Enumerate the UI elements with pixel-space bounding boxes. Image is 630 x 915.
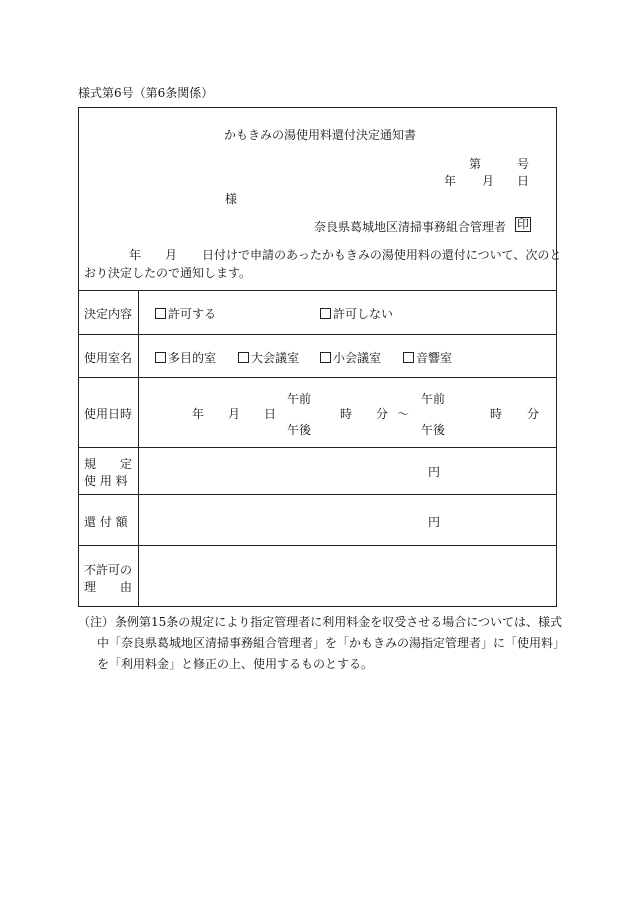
date-month-label: 月 (482, 174, 495, 188)
decision-label: 決定内容 (84, 307, 133, 321)
number-label-go: 号 (517, 157, 530, 171)
datetime-hour-end: 時 (490, 407, 503, 421)
date-day-label: 日 (517, 174, 530, 188)
datetime-am-end: 午前 (421, 392, 446, 406)
checkbox-box[interactable] (403, 352, 414, 363)
fee-unit: 円 (428, 465, 441, 479)
body-year: 年 (129, 248, 142, 262)
addressee-suffix: 様 (225, 192, 238, 206)
note-prefix: （注） (78, 615, 115, 629)
checkbox-box[interactable] (155, 352, 166, 363)
body-line2: おり決定したので通知します。 (84, 266, 252, 280)
checkbox-deny[interactable] (320, 305, 393, 322)
checkbox-box[interactable] (320, 352, 331, 363)
seal-mark-text: 印 (517, 217, 530, 231)
checkbox-small-meeting-room[interactable] (320, 349, 381, 366)
checkbox-multipurpose-room[interactable] (155, 349, 216, 366)
fee-label-line2: 使 用 料 (84, 474, 128, 488)
checkbox-sound-room[interactable] (403, 349, 452, 366)
checkbox-approve[interactable] (155, 305, 216, 322)
row-divider (78, 545, 557, 546)
checkbox-box[interactable] (238, 352, 249, 363)
checkbox-large-meeting-room[interactable] (238, 349, 299, 366)
issuer-name: 奈良県葛城地区清掃事務組合管理者 (314, 220, 507, 234)
datetime-label: 使用日時 (84, 407, 133, 421)
seal-mark (515, 217, 531, 232)
date-year-label: 年 (444, 174, 457, 188)
approve-label: 許可する (168, 307, 217, 321)
number-label-dai: 第 (469, 157, 482, 171)
room-label: 使用室名 (84, 351, 133, 365)
reason-label-line2: 理 由 (84, 580, 133, 594)
datetime-year: 年 (192, 407, 205, 421)
datetime-am: 午前 (287, 392, 312, 406)
document-title: かもきみの湯使用料還付決定通知書 (224, 128, 417, 142)
row-divider (78, 377, 557, 378)
row-divider (78, 334, 557, 335)
large-meeting-room-label: 大会議室 (251, 351, 300, 365)
checkbox-box[interactable] (320, 308, 331, 319)
row-divider (78, 290, 557, 291)
multipurpose-room-label: 多目的室 (168, 351, 217, 365)
form-number: 様式第6号（第6条関係） (78, 86, 214, 100)
note-line3: を「利用料金」と修正の上、使用するものとする。 (97, 657, 374, 671)
note-line1: 条例第15条の規定により指定管理者に利用料金を収受させる場合については、様式 (115, 615, 563, 629)
row-divider (78, 494, 557, 495)
checkbox-box[interactable] (155, 308, 166, 319)
datetime-minute: 分 (376, 407, 389, 421)
fee-label-line1: 規 定 (84, 457, 133, 471)
note-line2: 中「奈良県葛城地区清掃事務組合管理者」を「かもきみの湯指定管理者」に「使用料」 (97, 636, 566, 650)
reason-label-line1: 不許可の (84, 563, 133, 577)
datetime-hour: 時 (340, 407, 353, 421)
refund-unit: 円 (428, 515, 441, 529)
sound-room-label: 音響室 (416, 351, 453, 365)
datetime-month: 月 (228, 407, 241, 421)
deny-label: 許可しない (333, 307, 394, 321)
row-divider (78, 447, 557, 448)
body-month: 月 (165, 248, 178, 262)
datetime-minute-end: 分 (527, 407, 540, 421)
small-meeting-room-label: 小会議室 (333, 351, 382, 365)
datetime-day: 日 (264, 407, 277, 421)
refund-label: 還 付 額 (84, 515, 128, 529)
datetime-pm: 午後 (287, 423, 312, 437)
datetime-tilde: ～ (397, 407, 410, 421)
body-line1-rest: 日付けで申請のあったかもきみの湯使用料の還付について、次のと (202, 248, 562, 262)
column-divider (138, 290, 139, 607)
datetime-pm-end: 午後 (421, 423, 446, 437)
